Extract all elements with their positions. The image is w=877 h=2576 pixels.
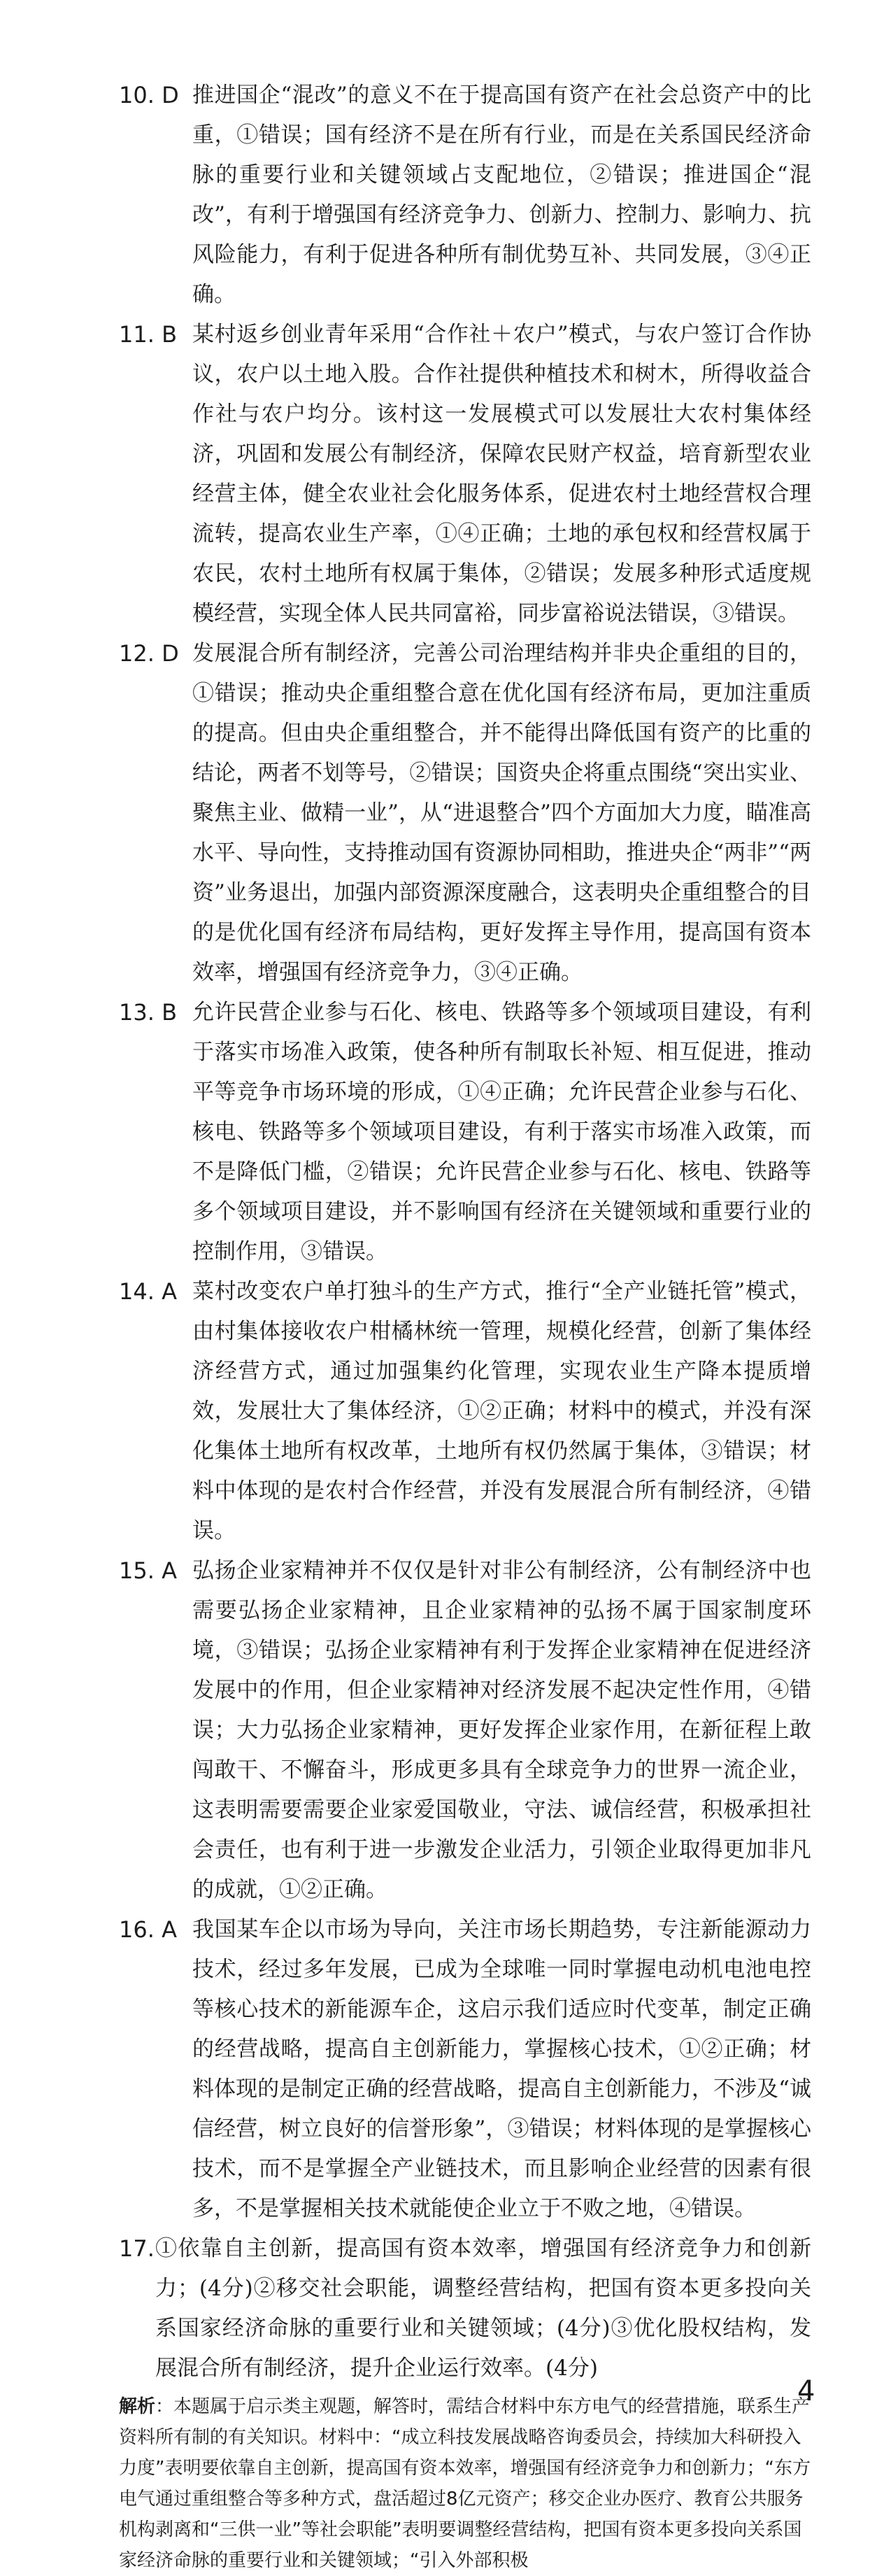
question-explanation: 弘扬企业家精神并不仅仅是针对非公有制经济，公有制经济中也需要弘扬企业家精神，且企业家精神的弘扬不属于国家制度环境，③错误；弘扬企业家精神有利于发挥企业家精神在促进经济发展中的作用，但企业家精神对经济发展不起决定性作用，④错误；大力弘扬企业家精神，更好发挥企业家作用，在新征程上敢闯敢干、不懈奋斗，形成更多具有全球竞争力的世界一流企业，这表明需要需要企业家爱国敬业，守法、诚信经营，积极承担社会责任，也有利于进一步激发企业活力，引领企业取得更加非凡的成就，①②正确。 [192, 1558, 811, 1902]
question-answer: ①依靠自主创新，提高国有资本效率，增强国有经济竞争力和创新力；(4分)②移交社会职能，调整经营结构，把国有资本更多投向关系国家经济命脉的重要行业和关键领域；(4分)③优化股权结构，发展混合所有制经济，提升企业运行效率。(4分) [155, 2236, 811, 2381]
question-explanation: 菜村改变农户单打独斗的生产方式，推行“全产业链托管”模式，由村集体接收农户柑橘林统一管理，规模化经营，创新了集体经济经营方式，通过加强集约化管理，实现农业生产降本提质增效，发展壮大了集体经济，①②正确；材料中的模式，并没有深化集体土地所有权改革，土地所有权仍然属于集体，③错误；材料中体现的是农村合作经营，并没有发展混合所有制经济，④错误。 [192, 1279, 811, 1543]
question-explanation: 允许民营企业参与石化、核电、铁路等多个领域项目建设，有利于落实市场准入政策，使各种所有制取长补短、相互促进，推动平等竞争市场环境的形成，①④正确；允许民营企业参与石化、核电、铁路等多个领域项目建设，有利于落实市场准入政策，而不是降低门槛，②错误；允许民营企业参与石化、核电、铁路等多个领域项目建设，并不影响国有经济在关键领域和重要行业的控制作用，③错误。 [192, 1000, 811, 1264]
question-17 [119, 2229, 811, 2389]
question-number: 11. B [119, 321, 178, 348]
question-number: 13. B [119, 999, 178, 1026]
question-10 [119, 76, 811, 315]
question-number: 10. D [119, 82, 179, 108]
question-16 [119, 1910, 811, 2229]
question-explanation: 推进国企“混改”的意义不在于提高国有资产在社会总资产中的比重，①错误；国有经济不是在所有行业，而是在关系国民经济命脉的重要行业和关键领域占支配地位，②错误；推进国企“混改”，有利于增强国有经济竞争力、创新力、控制力、影响力、抗风险能力，有利于促进各种所有制优势互补、共同发展，③④正确。 [192, 83, 811, 307]
question-number: 12. D [119, 640, 179, 667]
analysis-label: 解析 [119, 2396, 156, 2417]
question-number: 17. [119, 2235, 155, 2262]
question-number: 14. A [119, 1278, 177, 1305]
question-number: 15. A [119, 1557, 177, 1584]
question-14 [119, 1272, 811, 1551]
answer-list [119, 76, 811, 2576]
analysis-text: ：本题属于启示类主观题，解答时，需结合材料中东方电气的经营措施，联系生产资料所有制的有关知识。材料中：“成立科技发展战略咨询委员会，持续加大科研投入力度”表明要依靠自主创新，提高国有资本效率，增强国有经济竞争力和创新力；“东方电气通过重组整合等多种方式，盘活超过8亿元资产；移交企业办医疗、教育公共服务机构剥离和“三供一业”等社会职能”表明要调整经营结构，把国有资本更多投向关系国家经济命脉的重要行业和关键领域；“引入外部积极 [119, 2396, 811, 2571]
question-explanation: 发展混合所有制经济，完善公司治理结构并非央企重组的目的，①错误；推动央企重组整合意在优化国有经济布局，更加注重质的提高。但由央企重组整合，并不能得出降低国有资产的比重的结论，两者不划等号，②错误；国资央企将重点围绕“突出实业、聚焦主业、做精一业”，从“进退整合”四个方面加大力度，瞄准高水平、导向性，支持推动国有资源协同相助，推进央企“两非”“两资”业务退出，加强内部资源深度融合，这表明央企重组整合的目的是优化国有经济布局结构，更好发挥主导作用，提高国有资本效率，增强国有经济竞争力，③④正确。 [192, 641, 811, 985]
page-number: 4 [797, 2375, 815, 2407]
question-15 [119, 1551, 811, 1910]
question-12 [119, 634, 811, 993]
question-13 [119, 993, 811, 1272]
question-11 [119, 315, 811, 634]
question-explanation: 我国某车企以市场为导向，关注市场长期趋势，专注新能源动力技术，经过多年发展，已成为全球唯一同时掌握电动机电池电控等核心技术的新能源车企，这启示我们适应时代变革，制定正确的经营战略，提高自主创新能力，掌握核心技术，①②正确；材料体现的是制定正确的经营战略，提高自主创新能力，不涉及“诚信经营，树立良好的信誉形象”，③错误；材料体现的是掌握核心技术，而不是掌握全产业链技术，而且影响企业经营的因素有很多，不是掌握相关技术就能使企业立于不败之地，④错误。 [192, 1917, 811, 2221]
question-number: 16. A [119, 1916, 177, 1943]
question-explanation: 某村返乡创业青年采用“合作社＋农户”模式，与农户签订合作协议，农户以土地入股。合作社提供种植技术和树木，所得收益合作社与农户均分。该村这一发展模式可以发展壮大农村集体经济，巩固和发展公有制经济，保障农民财产权益，培育新型农业经营主体，健全农业社会化服务体系，促进农村土地经营权合理流转，提高农业生产率，①④正确；土地的承包权和经营权属于农民，农村土地所有权属于集体，②错误；发展多种形式适度规模经营，实现全体人民共同富裕，同步富裕说法错误，③错误。 [192, 322, 811, 626]
analysis-paragraph [119, 2391, 811, 2576]
